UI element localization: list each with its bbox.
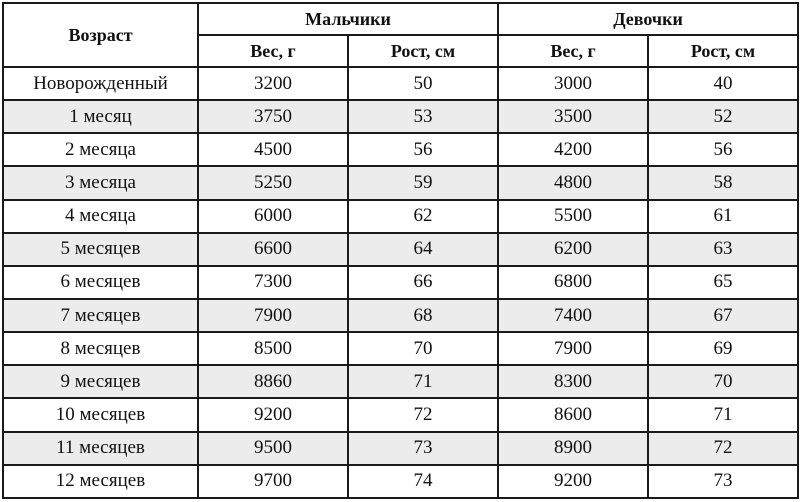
boys-weight-header: Вес, г xyxy=(198,35,348,67)
girls-height-cell: 69 xyxy=(648,332,798,365)
girls-weight-cell: 6200 xyxy=(498,233,648,266)
boys-weight-cell: 9700 xyxy=(198,465,348,498)
boys-weight-cell: 6600 xyxy=(198,233,348,266)
girls-height-header: Рост, см xyxy=(648,35,798,67)
girls-height-cell: 63 xyxy=(648,233,798,266)
girls-height-cell: 67 xyxy=(648,299,798,332)
girls-weight-header: Вес, г xyxy=(498,35,648,67)
girls-height-cell: 40 xyxy=(648,67,798,100)
boys-height-cell: 50 xyxy=(348,67,498,100)
girls-height-cell: 72 xyxy=(648,432,798,465)
girls-height-cell: 61 xyxy=(648,200,798,233)
age-cell: 12 месяцев xyxy=(3,465,198,498)
boys-height-cell: 71 xyxy=(348,365,498,398)
boys-height-cell: 53 xyxy=(348,100,498,133)
girls-weight-cell: 5500 xyxy=(498,200,648,233)
girls-height-cell: 70 xyxy=(648,365,798,398)
age-cell: 1 месяц xyxy=(3,100,198,133)
table-row xyxy=(3,299,798,332)
boys-weight-cell: 9200 xyxy=(198,398,348,431)
age-cell: 8 месяцев xyxy=(3,332,198,365)
table-row xyxy=(3,432,798,465)
header-group-row xyxy=(3,3,798,35)
age-cell: 9 месяцев xyxy=(3,365,198,398)
table-row xyxy=(3,365,798,398)
boys-weight-cell: 6000 xyxy=(198,200,348,233)
table-body xyxy=(3,67,798,498)
boys-height-cell: 59 xyxy=(348,166,498,199)
age-cell: 2 месяца xyxy=(3,133,198,166)
age-cell: 5 месяцев xyxy=(3,233,198,266)
growth-table-container xyxy=(2,2,797,499)
boys-weight-cell: 4500 xyxy=(198,133,348,166)
boys-height-cell: 64 xyxy=(348,233,498,266)
boys-weight-cell: 7300 xyxy=(198,266,348,299)
girls-height-cell: 65 xyxy=(648,266,798,299)
table-row xyxy=(3,166,798,199)
table-row xyxy=(3,67,798,100)
girls-height-cell: 52 xyxy=(648,100,798,133)
boys-height-cell: 70 xyxy=(348,332,498,365)
table-row xyxy=(3,233,798,266)
age-cell: Новорожденный xyxy=(3,67,198,100)
boys-weight-cell: 7900 xyxy=(198,299,348,332)
boys-height-cell: 68 xyxy=(348,299,498,332)
age-header: Возраст xyxy=(3,3,198,67)
girls-weight-cell: 3000 xyxy=(498,67,648,100)
boys-weight-cell: 5250 xyxy=(198,166,348,199)
boys-height-cell: 56 xyxy=(348,133,498,166)
girls-weight-cell: 9200 xyxy=(498,465,648,498)
boys-height-cell: 62 xyxy=(348,200,498,233)
age-cell: 4 месяца xyxy=(3,200,198,233)
girls-weight-cell: 8300 xyxy=(498,365,648,398)
girls-weight-cell: 4200 xyxy=(498,133,648,166)
growth-table xyxy=(2,2,799,499)
boys-height-cell: 66 xyxy=(348,266,498,299)
boys-height-cell: 72 xyxy=(348,398,498,431)
girls-weight-cell: 7400 xyxy=(498,299,648,332)
age-cell: 10 месяцев xyxy=(3,398,198,431)
girls-height-cell: 56 xyxy=(648,133,798,166)
boys-weight-cell: 9500 xyxy=(198,432,348,465)
age-cell: 6 месяцев xyxy=(3,266,198,299)
age-cell: 7 месяцев xyxy=(3,299,198,332)
boys-weight-cell: 3200 xyxy=(198,67,348,100)
boys-weight-cell: 8500 xyxy=(198,332,348,365)
girls-weight-cell: 3500 xyxy=(498,100,648,133)
age-cell: 3 месяца xyxy=(3,166,198,199)
table-row xyxy=(3,200,798,233)
boys-weight-cell: 3750 xyxy=(198,100,348,133)
girls-weight-cell: 8900 xyxy=(498,432,648,465)
table-row xyxy=(3,398,798,431)
girls-weight-cell: 8600 xyxy=(498,398,648,431)
age-cell: 11 месяцев xyxy=(3,432,198,465)
girls-height-cell: 73 xyxy=(648,465,798,498)
table-row xyxy=(3,133,798,166)
boys-weight-cell: 8860 xyxy=(198,365,348,398)
girls-header: Девочки xyxy=(498,3,798,35)
boys-height-cell: 73 xyxy=(348,432,498,465)
girls-weight-cell: 6800 xyxy=(498,266,648,299)
boys-height-cell: 74 xyxy=(348,465,498,498)
boys-height-header: Рост, см xyxy=(348,35,498,67)
girls-weight-cell: 7900 xyxy=(498,332,648,365)
girls-weight-cell: 4800 xyxy=(498,166,648,199)
table-row xyxy=(3,266,798,299)
table-row xyxy=(3,465,798,498)
table-row xyxy=(3,100,798,133)
table-row xyxy=(3,332,798,365)
girls-height-cell: 71 xyxy=(648,398,798,431)
girls-height-cell: 58 xyxy=(648,166,798,199)
boys-header: Мальчики xyxy=(198,3,498,35)
